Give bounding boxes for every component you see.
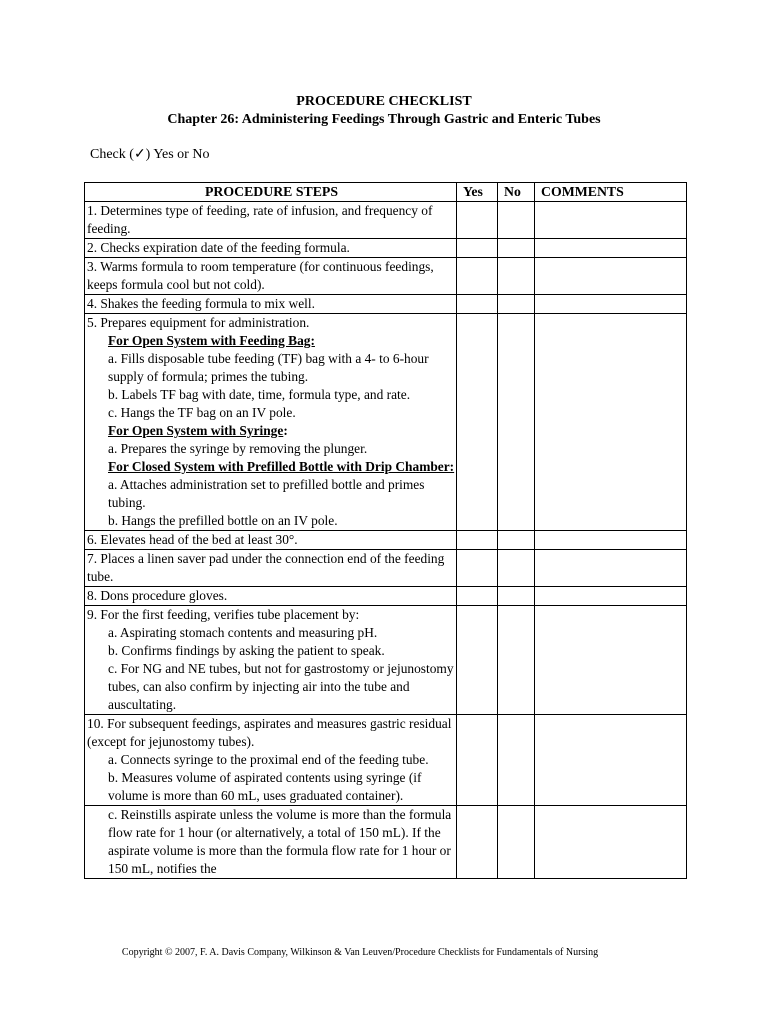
step-main: 9. For the first feeding, verifies tube placement by: [87,607,360,622]
subsection-heading-line: For Open System with Syringe: [108,423,288,438]
header-no: No [498,183,535,202]
sub-step: c. Hangs the TF bag on an IV pole. [108,405,296,420]
table-row [85,295,687,314]
comments-cell[interactable] [535,550,687,587]
no-cell[interactable] [498,715,535,806]
step-cell: 1. Determines type of feeding, rate of infusion, and frequency of feeding. [85,202,457,239]
no-cell[interactable] [498,587,535,606]
table-row [85,531,687,550]
step-cell [85,606,457,715]
checkmark-icon: ✓ [133,147,146,162]
document-title: PROCEDURE CHECKLIST [296,94,472,109]
yes-cell[interactable] [457,587,498,606]
check-instruction: Check (✓) Yes or No [90,147,210,162]
step-cell: 2. Checks expiration date of the feeding formula. [85,239,457,258]
yes-cell[interactable] [457,531,498,550]
comments-cell[interactable] [535,806,687,879]
step-main: 10. For subsequent feedings, aspirates and measures gastric residual (except for jejunostomy tubes). [87,716,452,749]
table-row [85,258,687,295]
sub-step: b. Confirms findings by asking the patient to speak. [108,643,385,658]
no-cell[interactable] [498,806,535,879]
no-cell[interactable] [498,606,535,715]
sub-step: a. Fills disposable tube feeding (TF) bag with a 4- to 6-hour supply of formula; primes the tubing. [108,351,429,384]
comments-cell[interactable] [535,715,687,806]
table-header-row [85,183,687,202]
comments-cell[interactable] [535,531,687,550]
header-yes: Yes [457,183,498,202]
table-row [85,587,687,606]
no-cell[interactable] [498,531,535,550]
no-cell[interactable] [498,295,535,314]
no-cell[interactable] [498,314,535,531]
step-cell: 8. Dons procedure gloves. [85,587,457,606]
no-cell[interactable] [498,239,535,258]
step-cell [85,806,457,879]
copyright-footer: Copyright © 2007, F. A. Davis Company, Wilkinson & Van Leuven/Procedure Checklists for Fundamentals of Nursing [121,947,599,958]
no-cell[interactable] [498,550,535,587]
header-procedure-steps: PROCEDURE STEPS [85,183,457,202]
comments-cell[interactable] [535,587,687,606]
table-row [85,806,687,879]
comments-cell[interactable] [535,606,687,715]
yes-cell[interactable] [457,715,498,806]
step-cell [85,715,457,806]
sub-step: b. Labels TF bag with date, time, formula type, and rate. [108,387,411,402]
chapter-subtitle: Chapter 26: Administering Feedings Through Gastric and Enteric Tubes [167,112,601,127]
table-row [85,715,687,806]
sub-step: a. Prepares the syringe by removing the plunger. [108,441,368,456]
step-cell: 4. Shakes the feeding formula to mix well. [85,295,457,314]
subsection-heading: For Closed System with Prefilled Bottle with Drip Chamber: [108,459,455,474]
table-row [85,202,687,239]
yes-cell[interactable] [457,606,498,715]
comments-cell[interactable] [535,295,687,314]
table-row [85,550,687,587]
step-cell [85,314,457,531]
yes-cell[interactable] [457,295,498,314]
comments-cell[interactable] [535,314,687,531]
yes-cell[interactable] [457,239,498,258]
comments-cell[interactable] [535,239,687,258]
step-cell: 6. Elevates head of the bed at least 30°. [85,531,457,550]
yes-cell[interactable] [457,550,498,587]
step-cell: 3. Warms formula to room temperature (for continuous feedings, keeps formula cool but not cold). [85,258,457,295]
comments-cell[interactable] [535,202,687,239]
sub-step: b. Measures volume of aspirated contents using syringe (if volume is more than 60 mL, uses graduated container). [108,770,422,803]
table-row [85,606,687,715]
sub-step: c. For NG and NE tubes, but not for gastrostomy or jejunostomy tubes, can also confirm by injecting air into the tube and auscultating. [108,661,454,712]
sub-step: b. Hangs the prefilled bottle on an IV pole. [108,513,338,528]
no-cell[interactable] [498,258,535,295]
header-comments: COMMENTS [535,183,687,202]
step-cell: 7. Places a linen saver pad under the connection end of the feeding tube. [85,550,457,587]
yes-cell[interactable] [457,202,498,239]
table-row [85,239,687,258]
sub-step: c. Reinstills aspirate unless the volume is more than the formula flow rate for 1 hour (or alternatively, a total of 150 mL). If the aspirate volume is more than the formula flow rate for 1 hour or 150 mL, notifies the [108,807,452,876]
yes-cell[interactable] [457,314,498,531]
sub-step: a. Aspirating stomach contents and measuring pH. [108,625,378,640]
sub-step: a. Connects syringe to the proximal end of the feeding tube. [108,752,429,767]
yes-cell[interactable] [457,258,498,295]
table-row [85,314,687,531]
yes-cell[interactable] [457,806,498,879]
no-cell[interactable] [498,202,535,239]
step-main: 5. Prepares equipment for administration. [87,315,310,330]
procedure-checklist-table [84,182,687,879]
comments-cell[interactable] [535,258,687,295]
sub-step: a. Attaches administration set to prefilled bottle and primes tubing. [108,477,425,510]
subsection-heading: For Open System with Feeding Bag: [108,333,315,348]
